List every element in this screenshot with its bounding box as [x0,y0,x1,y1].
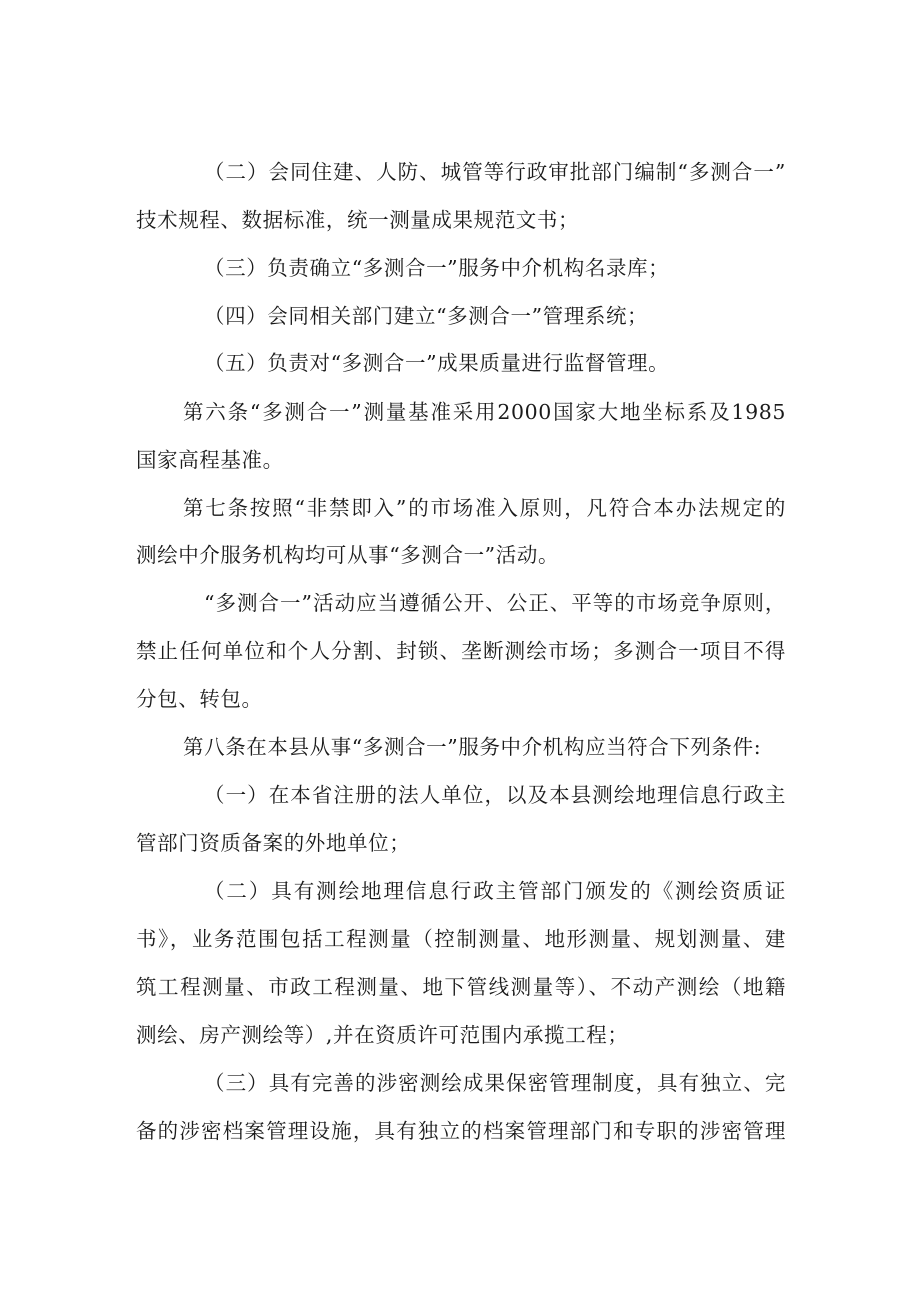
text-line: （二）会同住建、人防、城管等行政审批部门编制“多测合一” [204,160,786,184]
text-line: “多测合一”活动应当遵循公开、公正、平等的市场竞争原则， [204,591,786,615]
text-line: （四）会同相关部门建立“多测合一”管理系统； [204,304,649,328]
text-line: （一）在本省注册的法人单位，以及本县测绘地理信息行政主 [204,783,786,807]
text-line: （三）负责确立“多测合一”服务中介机构名录库； [204,256,670,280]
text-line: （三）具有完善的涉密测绘成果保密管理制度，具有独立、完 [204,1071,786,1095]
text-line: （二）具有测绘地理信息行政主管部门颁发的《测绘资质证 [204,879,786,903]
text-line: （五）负责对“多测合一”成果质量进行监督管理。 [204,351,670,375]
text-line: 禁止任何单位和个人分割、封锁、垄断测绘市场；多测合一项目不得 [136,639,786,663]
text-line: 第七条按照“非禁即入”的市场准入原则，凡符合本办法规定的 [183,496,786,520]
text-line: 国家高程基准。 [136,448,284,472]
text-line: 管部门资质备案的外地单位； [136,831,411,855]
text-line: 筑工程测量、市政工程测量、地下管线测量等）、不动产测绘（地籍 [136,975,786,999]
text-line: 技术规程、数据标准，统一测量成果规范文书； [136,208,580,232]
text-line: 第六条“多测合一”测量基准采用2000国家大地坐标系及1985 [183,400,786,424]
text-line: 书》，业务范围包括工程测量（控制测量、地形测量、规划测量、建 [136,927,786,951]
text-line: 备的涉密档案管理设施，具有独立的档案管理部门和专职的涉密管理 [136,1119,786,1143]
text-line: 第八条在本县从事“多测合一”服务中介机构应当符合下列条件: [183,735,762,759]
text-line: 分包、转包。 [136,687,263,711]
text-line: 测绘、房产测绘等）,并在资质许可范围内承揽工程； [136,1023,629,1047]
text-line: 测绘中介服务机构均可从事“多测合一”活动。 [136,543,560,567]
